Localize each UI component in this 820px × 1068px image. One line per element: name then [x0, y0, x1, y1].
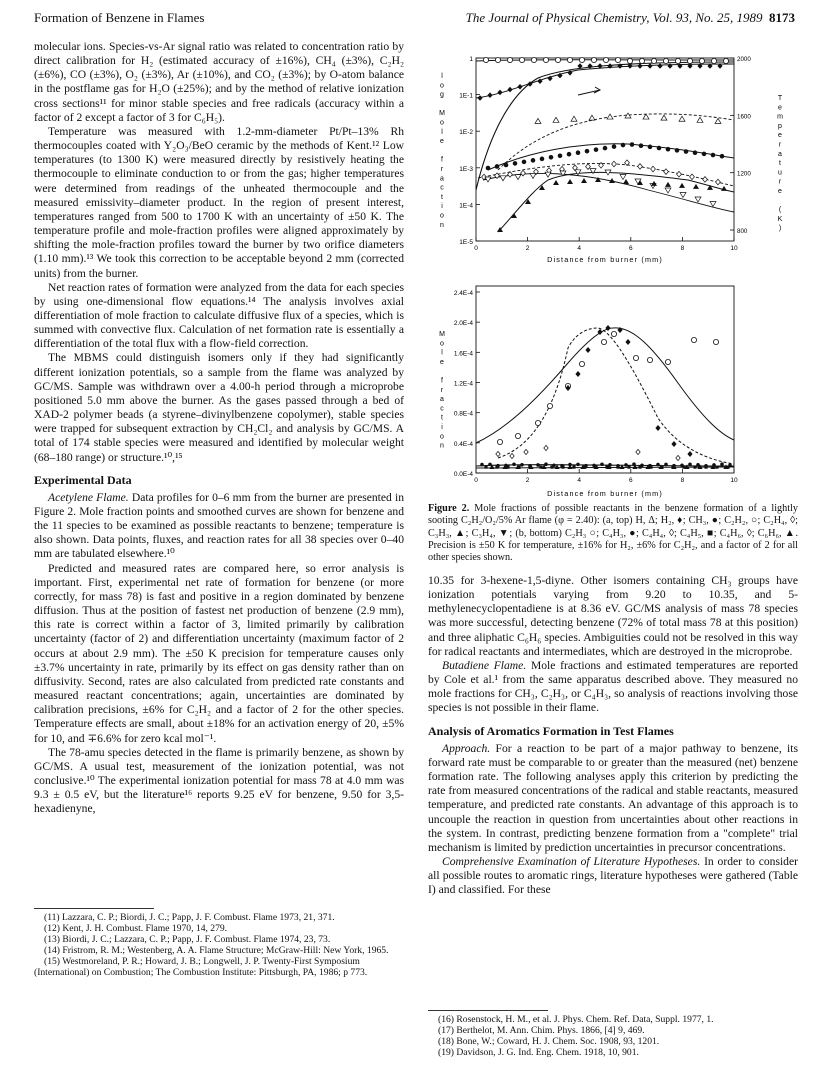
ch3-marker — [513, 161, 518, 166]
axis-label-letter: o — [440, 340, 444, 348]
h-marker — [715, 118, 721, 123]
ch3-marker — [675, 148, 680, 153]
h-marker — [679, 116, 685, 121]
figure-caption — [428, 503, 798, 564]
c4h3-marker — [576, 463, 580, 467]
c4h4-marker — [575, 371, 580, 377]
ch3-marker — [684, 149, 689, 154]
axis-label-letter: T — [777, 95, 783, 102]
y-tick-label: 0.8E-4 — [453, 410, 473, 418]
c2h2-marker — [483, 57, 488, 62]
axis-label-letter: i — [441, 203, 443, 211]
c2h2-marker — [507, 57, 512, 62]
t-tick-label: 800 — [737, 228, 748, 236]
paragraph-text: Mole fractions and estimated temperatures are reported by Cole et al.¹ from the same apparatus described above. They measured no mole fractions for CH₃, C₂H₃, or C₄H₃, so analysis of reactions involving those species is not possible in their flame. — [428, 658, 799, 715]
h2-marker — [517, 84, 522, 90]
c4h3-marker — [688, 462, 692, 466]
c2h2-marker — [627, 58, 632, 63]
plot-data — [476, 57, 734, 232]
y-tick-label: 0.4E-4 — [453, 440, 473, 448]
ch3-marker — [648, 145, 653, 150]
axis-label-letter: e — [778, 188, 782, 195]
axis-label-letter: f — [441, 156, 443, 164]
reference: (16) Rosenstock, H. M., et al. J. Phys. Chem. Ref. Data, Suppl. 1977, 1. — [438, 1014, 714, 1025]
ch3-marker — [612, 144, 617, 149]
c2h3-marker — [611, 331, 616, 336]
reference: (17) Berthelot, M. Ann. Chim. Phys. 1866, [4] 9, 469. — [438, 1025, 645, 1037]
axis-label-letter: p — [778, 122, 782, 130]
h-marker — [589, 115, 595, 120]
h-marker — [571, 116, 577, 121]
ch3-marker — [585, 149, 590, 154]
y-tick-label: 0.0E-4 — [453, 471, 473, 478]
reference: (18) Bone, W.; Coward, H. J. Chem. Soc. 1908, 93, 1201. — [438, 1036, 660, 1048]
ch3-marker — [711, 153, 716, 158]
run-in-heading: Approach. — [442, 741, 491, 755]
section-heading: Experimental Data — [34, 472, 132, 487]
axis-label-letter: g — [440, 91, 444, 99]
h-marker — [661, 115, 667, 120]
paragraph: The MBMS could distinguish isomers only if they had significantly different ionization potentials, so a sample from the flame was analyzed by GC/MS. Sample was withdrawn over a 4.00-h period through a microprobe positioned 5.0 mm above the burner. As the gases passed through a bed of XAD-2 polymer beads (a styrene–divinylbenzene copolymer), stable species were trapped for subsequent extraction by CH₂Cl₂ and analysis by GC/MS. A total of 174 stable species were measured and identified by molecular weight (68–180 range) or structure.¹⁰,¹⁵ — [34, 351, 404, 464]
y-tick-label: 2.0E-4 — [453, 320, 473, 328]
x-tick-label: 10 — [730, 477, 738, 484]
axis-label-letter: l — [441, 349, 443, 357]
c4h6-marker — [636, 449, 640, 454]
axis-label-letter: e — [778, 132, 782, 140]
c4h5-marker — [484, 466, 487, 469]
c2h3-marker — [647, 357, 652, 362]
h2-marker — [647, 63, 652, 69]
c4h4-curve — [476, 328, 734, 443]
c2h4-marker — [664, 169, 669, 175]
running-header-title: Formation of Benzene in Flames — [34, 10, 205, 25]
paragraph: The 78-amu species detected in the flame is primarily benzene, as shown by GC/MS. A usual test, measurement of the ionization potential, was not conclusive.¹⁰ The experimental ionization potential for mass 78 at 4.0 mm was 9.3 ± 0.5 eV, but the literature¹⁶ reports 9.25 eV for benzene, 9.50 for 3,5-hexadienyne, — [34, 745, 404, 816]
axis-label-letter: i — [441, 424, 443, 431]
axis-label-letter: r — [440, 166, 444, 173]
ch3-marker — [666, 147, 671, 152]
c4h3-marker — [520, 463, 524, 467]
axis-label-letter: a — [440, 175, 444, 183]
ch3-marker — [504, 163, 509, 168]
c3h4-marker — [665, 188, 671, 193]
h2-marker — [507, 87, 512, 93]
y-tick-label: 1E-5 — [459, 239, 473, 246]
axis-label-letter: M — [439, 110, 445, 118]
c3h3-curve — [498, 172, 734, 232]
c3h3-marker — [665, 182, 671, 187]
axis-label-letter: n — [440, 221, 444, 229]
c3h4-marker — [710, 202, 716, 207]
ch3-marker — [657, 146, 662, 151]
axis-label-letter: r — [778, 141, 782, 149]
arrow-right — [578, 90, 600, 95]
c2h2-marker — [603, 57, 608, 62]
h-marker — [553, 117, 559, 122]
footnote-rule — [34, 908, 154, 909]
paragraph — [428, 855, 798, 897]
reference: (11) Lazzara, C. P.; Biordi, J. C.; Papp, J. F. Combust. Flame 1973, 21, 371. — [44, 912, 335, 923]
c4h3-marker — [488, 463, 492, 467]
ch3-marker — [639, 143, 644, 148]
figure-2b-plot — [428, 268, 798, 500]
c2h3-marker — [535, 420, 540, 425]
ch3-marker — [576, 150, 581, 155]
c4h3-marker — [664, 463, 668, 467]
c4h6-marker — [544, 445, 548, 450]
ch3-marker — [549, 155, 554, 160]
c4h3-marker — [536, 463, 540, 467]
c2h2-marker — [663, 58, 668, 63]
paragraph: Predicted and measured rates are compared here, so error analysis is important. First, experimental net rate of formation for benzene (or more correctly, for mass 78) is fast and positive in a region dominated by benzene diffusion. Thus at the position of fastest net production of benzene (2.9 mm), this rate is correct within a factor of 3, limited primarily by calibration uncertainty (factor of 2) and differentiation uncertainty (maximum factor of 2 occurs at about 2.9 mm). The ±50 K precision for temperature causes only ±3.7% uncertainty in rate, primarily by its effect on gas density rather than on diffusivity. Second, rates are also calculated from predicted rate constants and measured reactant concentrations; again, uncertainties are dominated by calibration precisions, ±6% for C₂H₂ and a factor of 2 for the other species. Temperature effects are small, about ±18% for an activation energy of 20, ±5% for 10, and ∓6.6% for zero kcal mol⁻¹. — [34, 561, 404, 745]
figure-2a-plot — [428, 40, 798, 265]
axis-label-letter: u — [778, 169, 782, 177]
h-marker — [535, 118, 541, 123]
c2h2-marker — [723, 58, 728, 63]
c2h4-marker — [638, 164, 643, 170]
y-tick-label: 2.4E-4 — [453, 290, 473, 297]
c3h3-marker — [511, 213, 517, 218]
c2h2-marker — [711, 58, 716, 63]
ch3-marker — [720, 154, 725, 159]
c2h4-marker — [690, 174, 695, 180]
section-heading: Analysis of Aromatics Formation in Test Flames — [428, 723, 674, 738]
c4h4-marker — [687, 451, 692, 457]
h-marker — [643, 114, 649, 119]
c2h2-marker — [567, 57, 572, 62]
secondary-y-axis-label-letters — [777, 95, 783, 232]
axis-label-letter: f — [441, 377, 443, 385]
c2h3-marker — [665, 359, 670, 364]
x-tick-label: 2 — [525, 245, 530, 252]
c3h4-marker — [620, 175, 626, 180]
c3h4-marker — [515, 175, 521, 180]
c2h4-marker — [651, 166, 656, 172]
reference: (12) Kent, J. H. Combust. Flame 1970, 14, 279. — [44, 923, 228, 935]
c3h3-marker — [553, 180, 559, 185]
ch3-marker — [486, 166, 491, 171]
x-tick-label: 4 — [577, 245, 582, 252]
c2h3-marker — [515, 433, 520, 438]
x-axis-label: Distance from burner (mm) — [547, 489, 663, 498]
c3h3-marker — [679, 183, 685, 188]
c2h2-marker — [531, 57, 536, 62]
c2h3-marker — [691, 337, 696, 342]
c3h4-marker — [545, 172, 551, 177]
c2h2-marker — [543, 57, 548, 62]
c2h2-marker — [615, 57, 620, 62]
axis-label-letter: c — [440, 405, 444, 413]
c4h5-marker — [561, 466, 564, 469]
c4h6-marker — [496, 451, 500, 456]
x-tick-label: 10 — [730, 245, 738, 252]
h-marker — [697, 117, 703, 122]
paragraph-text: In order to consider all possible routes to aromatic rings, literature hypotheses were gathered (Table I) and classified. For these — [428, 854, 798, 897]
c2h2-marker — [495, 57, 500, 62]
t-tick-label: 1200 — [737, 170, 751, 178]
caption-text: Mole fractions of possible reactants in the benzene formation of a lightly sooting C₂H₂/O₂/5% Ar flame (φ = 2.40): (a, top) H, Δ; H₂, ♦; CH₃, ●; C₂H₂, ○; C₂H₄, ◊; C₃H₃, ▲; C₃H₄, ▼; (b, bottom) C₂H₃ ○; C₄H₃, ●; C₄H₄, ◊; C₄H₅, ■; C₄H₆, ◊; C₆H₆, ▲. Precision is ±50 K for temperature, ±16% for H₂, ±6% for C₂H₂, and a factor of 2 for all other species shown. — [428, 503, 798, 564]
c2h2-marker — [591, 57, 596, 62]
c4h4-marker — [605, 325, 610, 331]
footnote-references-right — [428, 1010, 798, 1058]
axis-label-letter: r — [778, 178, 782, 186]
c3h4-marker — [530, 173, 536, 178]
reference: (13) Biordi, J. C.; Lazzara, C. P.; Papp, J. F. Combust. Flame 1974, 23, 73. — [44, 934, 331, 946]
axis-label-letter: t — [779, 160, 781, 168]
journal-citation: The Journal of Physical Chemistry, Vol. 93, No. 25, 1989 — [465, 10, 763, 25]
c2h3-marker — [547, 403, 552, 408]
axis-label-letter: o — [440, 119, 444, 127]
c4h3-marker — [720, 462, 724, 466]
ch3-marker — [621, 143, 626, 148]
ch3-marker — [540, 157, 545, 162]
c2h2-marker — [579, 57, 584, 62]
c4h3-marker — [480, 463, 484, 467]
c4h5-marker — [693, 466, 696, 469]
ch3-marker — [558, 153, 563, 158]
h2-marker — [487, 92, 492, 98]
plot-data — [476, 325, 734, 469]
c2h2-marker — [675, 58, 680, 63]
t-tick-label: 1600 — [737, 113, 751, 121]
axis-label-letter: e — [440, 358, 444, 366]
c4h6-marker — [524, 449, 528, 454]
paragraph: Net reaction rates of formation were analyzed from the data for each species by using one-dimensional flow equations.¹⁴ The analysis involves axial differentiation of mole fraction to calculate diffusive flux of a species, which is summed with convective flux. Calculation of net formation rate is essentially a differentiation of the total flux with a flow-field correction. — [34, 280, 404, 351]
c2h3-marker — [601, 339, 606, 344]
x-tick-label: 2 — [525, 477, 530, 484]
reference: (14) Fristrom, R. M.; Westenberg, A. A. Flame Structure; McGraw-Hill: New York, 1965. — [44, 945, 389, 957]
c3h3-marker — [581, 178, 587, 183]
ch3-marker — [567, 152, 572, 157]
axis-label-letter: e — [440, 138, 444, 146]
plot-frame — [476, 286, 734, 473]
t-tick-label: 2000 — [737, 56, 751, 63]
c4h5-marker — [616, 466, 619, 469]
c4h4-marker — [671, 441, 676, 447]
c4h3-marker — [512, 462, 516, 466]
right-column — [428, 574, 798, 897]
axis-label-letter: l — [441, 73, 443, 80]
c2h3-marker — [633, 355, 638, 360]
axis-label-letter: a — [778, 150, 782, 158]
h-marker — [607, 114, 613, 119]
axis-label-letter: n — [440, 442, 444, 450]
x-tick-label: 6 — [628, 477, 633, 484]
y-tick-label: 1.2E-4 — [453, 380, 473, 388]
x-tick-label: 0 — [474, 245, 478, 252]
c2h4-marker — [716, 179, 721, 185]
x-axis-label: Distance from burner (mm) — [547, 255, 663, 264]
c4h3-marker — [656, 463, 660, 467]
c4h5-marker — [704, 466, 707, 469]
running-header-journal — [420, 10, 795, 26]
ch3-marker — [531, 158, 536, 163]
c4h5-marker — [572, 466, 575, 469]
run-in-heading: Butadiene Flame. — [442, 658, 527, 672]
arrowhead-right — [594, 87, 600, 93]
axis-label-letter: c — [440, 184, 444, 192]
c2h4-marker — [703, 177, 708, 183]
c4h5-marker — [638, 466, 641, 469]
axis-label-letter: o — [440, 433, 444, 441]
c2h4-marker — [612, 161, 617, 167]
c4h4-marker — [625, 339, 630, 345]
y-axis-label-letters — [439, 73, 445, 229]
x-tick-label: 8 — [680, 477, 685, 484]
left-column — [34, 40, 404, 816]
y-tick-label: 1E-1 — [459, 92, 473, 100]
footnote-rule — [428, 1010, 548, 1011]
c2h3-marker — [579, 361, 584, 366]
reference: (15) Westmoreland, P. R.; Howard, J. B.; Longwell, J. P. Twenty-First Symposium (International) on Combustion; The Combustion Institute: Pittsburgh, PA, 1986; p 773. — [34, 956, 368, 979]
c2h4-marker — [677, 171, 682, 177]
paragraph-text: Data profiles for 0–6 mm from the burner are presented in Figure 2. Mole fraction points and smoothed curves are shown for benzene and the 11 species to be examined as possible reactants to benzene; temperature is also shown. Data points, fluxes, and reaction rates for all 38 species over 0–40 mm are tabulated elsewhere.¹⁰ — [34, 490, 404, 561]
reference: (19) Davidson, J. G. Ind. Eng. Chem. 1918, 10, 901. — [438, 1047, 639, 1059]
paragraph — [428, 742, 798, 855]
ch3-marker — [594, 147, 599, 152]
axis-label-letter: o — [440, 212, 444, 220]
c2h3-marker — [713, 339, 718, 344]
h2-marker — [497, 90, 502, 96]
y-tick-label: 1E-4 — [459, 202, 473, 210]
ch3-marker — [630, 142, 635, 147]
c2h4-marker — [521, 170, 526, 176]
c3h4-marker — [680, 193, 686, 198]
axis-label-letter: M — [439, 331, 445, 338]
c4h3-marker — [624, 463, 628, 467]
c4h6-marker — [510, 453, 514, 458]
y-axis-label-letters — [439, 331, 445, 450]
ch3-marker — [702, 152, 707, 157]
c2h3-marker — [497, 439, 502, 444]
figure-label: Figure 2. — [428, 503, 470, 514]
run-in-heading: Comprehensive Examination of Literature Hypotheses. — [442, 854, 701, 868]
axis-label-letter: m — [777, 113, 783, 121]
ch3-marker — [603, 146, 608, 151]
h2-marker — [477, 95, 482, 101]
x-tick-label: 6 — [628, 245, 633, 252]
data-markers — [477, 57, 728, 232]
c2h2-marker — [639, 58, 644, 63]
paragraph: 10.35 for 3-hexene-1,5-diyne. Other isomers containing CH₃ groups have ionization potentials varying from 9.20 to 10.35, and 5-methylenecyclopentadiene is at 8.36 eV. GC/MS analysis of mass 78 species was more successful, detecting benzene (72% of total mass 78 at this position) and three aliphatic C₆H₆ species. Ambiguities could not be resolved in this way for radical reactants and intermediates, which are destroyed in the microprobe. — [428, 574, 798, 658]
axis-label-letter: l — [441, 128, 443, 136]
paragraph — [428, 659, 798, 716]
c4h4-marker — [655, 425, 660, 431]
paragraph: Temperature was measured with 1.2-mm-diameter Pt/Pt–13% Rh thermocouples coated with Y₂O₃/BeO ceramic by the methods of Kent.¹² Low temperatures (to 1300 K) were measured directly by resistively heating the thermocouple to eliminate conduction to or from the gas; higher temperatures were determined from readings of the unheated thermocouple and the measured emissivity–diameter product. In the region of present interest, temperatures ranged from 500 to 1700 K with an uncertainty of ±50 K. The temperature profile and mole-fraction profiles were aligned approximately by shifting the mole-fraction profiles toward the burner by two orifice diameters (1.10 mm).¹³ We took this correction to be acceptable beyond 2 mm (corrected units) from the burner. — [34, 124, 404, 280]
c3h4-marker — [500, 176, 506, 181]
y-tick-label: 1E-3 — [459, 165, 473, 173]
c4h3-marker — [600, 462, 604, 466]
axis-label-letter: t — [441, 414, 443, 422]
h2-marker — [667, 63, 672, 69]
c2h2-marker — [519, 57, 524, 62]
axis-label-letter: K — [777, 215, 783, 223]
paragraph — [34, 491, 404, 562]
y-tick-label: 1E-2 — [459, 129, 473, 137]
c2h2-marker — [651, 58, 656, 63]
axis-label-letter: o — [440, 82, 444, 90]
h2-curve — [476, 64, 734, 98]
ch3-marker — [522, 160, 527, 165]
page-number: 8173 — [769, 10, 795, 25]
x-tick-label: 4 — [577, 477, 582, 484]
x-tick-label: 0 — [474, 477, 478, 484]
h2-marker — [657, 63, 662, 69]
c2h2-marker — [687, 58, 692, 63]
axis-label-letter: ( — [778, 206, 782, 214]
c4h6-marker — [676, 455, 680, 460]
ch3-marker — [495, 164, 500, 169]
c3h4-marker — [695, 197, 701, 202]
y-tick-label: 1 — [469, 56, 473, 63]
paragraph-text: For a reaction to be part of a major pathway to benzene, its forward rate must be comparable to or greater than the measured (net) benzene formation rate. The following analyses apply this criterion by predicting the rate from measured concentrations of the radical and stable reactants, measured temperature, and predicted rate constants. An advantage of this approach is to uncouple the reaction in question from uncertainties about other reactions in the system. In contrast, predicting benzene formation from a "complete" trial mechanism is limited by prediction uncertainties in precursor concentrations. — [428, 741, 798, 854]
c3h3-marker — [693, 184, 699, 189]
c3h3-marker — [721, 186, 727, 191]
c2h2-marker — [699, 58, 704, 63]
footnote-references-left — [34, 908, 404, 979]
paragraph: molecular ions. Species-vs-Ar signal ratio was related to concentration ratio by direct calibration for H₂ (estimated accuracy of ±16%), CH₄ (±3%), C₂H₂ (±6%), CO (±3%), O₂ (±3%), Ar (±10%), and CO₂ (±3%); by O-atom balance in the postflame gas for H₂O (±25%); and by the method of relative ionization cross sections¹¹ for minor stable species and free radicals (accuracy within a factor of 2 except a factor of 3 for C₆H₅). — [34, 40, 404, 124]
x-tick-label: 8 — [680, 245, 685, 252]
c4h5-marker — [550, 466, 553, 469]
c3h3-marker — [567, 179, 573, 184]
c4h5-marker — [627, 466, 630, 469]
c4h4-marker — [585, 347, 590, 353]
h2-marker — [587, 63, 592, 69]
axis-label-letter: e — [778, 104, 782, 112]
axis-label-letter: a — [440, 396, 444, 404]
c4h5-marker — [495, 466, 498, 469]
axis-label-letter: r — [440, 386, 444, 394]
c4h3-marker — [544, 462, 548, 466]
ch3-marker — [693, 150, 698, 155]
axis-label-letter: t — [441, 193, 443, 201]
run-in-heading: Acetylene Flame. — [48, 490, 129, 504]
c4h5-marker — [715, 466, 718, 469]
c2h3-curve — [498, 328, 734, 464]
c3h3-marker — [623, 179, 629, 184]
axis-label-letter: ) — [778, 225, 782, 233]
y-tick-label: 1.6E-4 — [453, 350, 473, 358]
c2h2-marker — [555, 57, 560, 62]
